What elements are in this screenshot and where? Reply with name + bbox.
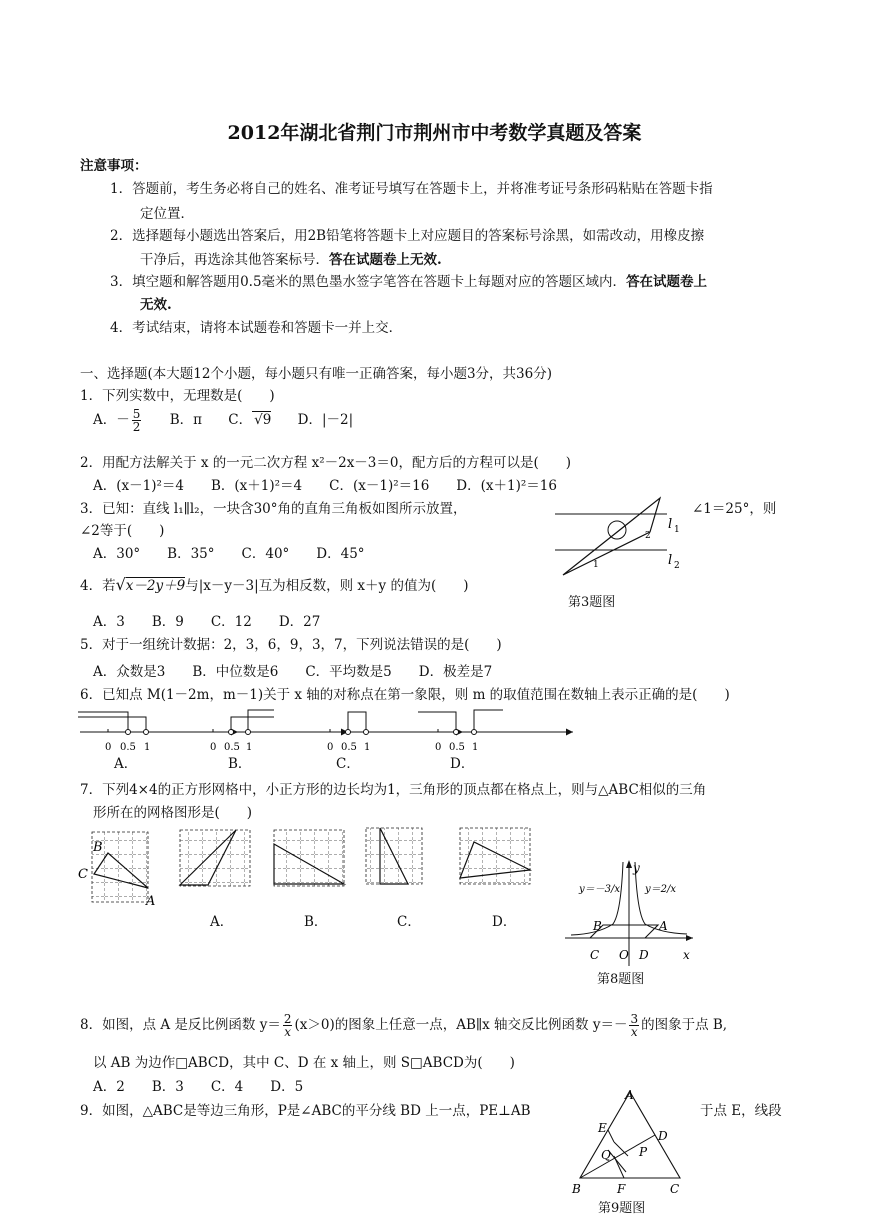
q3-stem-right: ∠1＝25°，则: [692, 501, 777, 517]
q3-l1-label: l: [668, 517, 673, 532]
svg-text:0: 0: [435, 742, 442, 753]
q6-label-b: B．: [228, 756, 252, 772]
svg-text:D: D: [658, 1129, 668, 1143]
svg-text:D: D: [639, 948, 649, 962]
q3-angle2: 2: [645, 531, 651, 541]
svg-text:B: B: [593, 919, 602, 933]
svg-text:0: 0: [105, 742, 112, 753]
q5-options: A．众数是3 B．中位数是6 C．平均数是5 D．极差是7: [93, 664, 493, 680]
q6-label-a: A．: [114, 756, 138, 772]
q3-angle1: 1: [593, 560, 599, 570]
svg-text:Q: Q: [601, 1148, 611, 1162]
q7-grid-b: [274, 830, 344, 886]
q3-l2-label: l: [668, 553, 673, 568]
q6-stem: 6．已知点 M(1－2m，m－1)关于 x 轴的对称点在第一象限，则 m 的取值范围在数轴上表示正确的是( ): [80, 687, 730, 703]
q1-stem: 1．下列实数中，无理数是( ): [80, 388, 275, 404]
svg-text:P: P: [639, 1145, 648, 1159]
q7-grids: [76, 826, 536, 908]
section-heading: 一、选择题(本大题12个小题，每小题只有唯一正确答案，每小题3分，共36分): [80, 366, 552, 382]
q7-label-a: A．: [210, 914, 234, 930]
q7-original-grid: [78, 832, 155, 908]
q6-label-c: C．: [336, 756, 360, 772]
q1-fraction: $\frac{5}{2}$: [132, 407, 141, 434]
q8-options: A．2 B．3 C．4 D．5: [93, 1079, 304, 1095]
q3-stem-2: ∠2等于( ): [80, 523, 165, 539]
svg-text:0.5: 0.5: [120, 742, 136, 753]
svg-text:1: 1: [246, 742, 253, 753]
q7-stem-2: 形所在的网格图形是( ): [93, 805, 253, 821]
q8-figure: [565, 858, 700, 966]
svg-text:1: 1: [674, 525, 680, 535]
q8-stem: 8．如图，点 A 是反比例函数 y＝ $\frac{2}{x}$ (x＞0)的图象上任意一点，AB∥x 轴交反比例函数 y＝－ $\frac{3}{x}$ 的图象于点 B,: [80, 1012, 728, 1039]
q8-fraction-1: $\frac{2}{x}$: [283, 1012, 292, 1039]
svg-text:C: C: [78, 867, 88, 882]
q8-right-fn: y＝2/x: [645, 884, 677, 895]
svg-text:1: 1: [364, 742, 371, 753]
svg-text:B: B: [93, 840, 103, 855]
svg-text:B: B: [572, 1182, 581, 1196]
notice-item-4: 4．考试结束，请将本试题卷和答题卡一并上交．: [110, 320, 403, 336]
q1-options: A．－ $\frac{5}{2}$ B．π C． √9 D．|－2|: [93, 407, 354, 434]
svg-text:A: A: [659, 919, 668, 933]
svg-text:0.5: 0.5: [341, 742, 357, 753]
q8-stem-2: 以 AB 为边作□ABCD，其中 C、D 在 x 轴上，则 S□ABCD为( ): [93, 1055, 515, 1071]
q7-label-b: B．: [304, 914, 328, 930]
svg-text:0.5: 0.5: [449, 742, 465, 753]
svg-text:y: y: [633, 861, 640, 875]
notice-item-2: 2．选择题每小题选出答案后，用2B铅笔将答题卡上对应题目的答案标号涂黑，如需改动，用橡皮擦: [110, 228, 705, 244]
q4-radicand: x－2y＋9: [125, 578, 186, 594]
svg-text:C: C: [670, 1182, 680, 1196]
svg-text:E: E: [598, 1121, 607, 1135]
q4-options: A．3 B．9 C．12 D．27: [93, 614, 321, 630]
q3-stem: 3．已知：直线 l₁∥l₂，一块含30°角的直角三角板如图所示放置，: [80, 501, 467, 517]
q2-options: A．(x－1)²＝4 B．(x＋1)²＝4 C．(x－1)²＝16 D．(x＋1)²＝16: [93, 478, 557, 494]
notice-heading: 注意事项：: [80, 158, 148, 174]
q6-option-d: [418, 710, 573, 753]
q8-left-fn: y＝－3/x: [579, 884, 621, 895]
q9-stem-right: 于点 E，线段: [700, 1103, 782, 1119]
q7-stem: 7．下列4×4的正方形网格中，小正方形的边长均为1，三角形的顶点都在格点上，则与△ABC相似的三角: [80, 782, 707, 798]
q9-stem: 9．如图，△ABC是等边三角形，P是∠ABC的平分线 BD 上一点，PE⊥AB: [80, 1103, 531, 1119]
svg-text:A: A: [625, 1088, 634, 1102]
q7-label-c: C．: [397, 914, 421, 930]
notice-item-2-cont: 干净后，再选涂其他答案标号．答在试题卷上无效.: [140, 252, 442, 268]
q5-stem: 5．对于一组统计数据：2，3，6，9，3，7，下列说法错误的是( ): [80, 637, 502, 653]
q8-caption: 第8题图: [597, 972, 645, 987]
notice-item-1-cont: 定位置．: [140, 206, 194, 222]
svg-text:0: 0: [327, 742, 334, 753]
notice-item-3-bold: 答在试题卷上: [626, 274, 708, 290]
page-title: 2012年湖北省荆门市荆州市中考数学真题及答案: [227, 122, 642, 144]
q3-caption: 第3题图: [568, 595, 616, 610]
q7-label-d: D．: [492, 914, 517, 930]
notice-item-2-bold: 答在试题卷上无效.: [329, 252, 442, 268]
svg-text:O: O: [619, 948, 629, 962]
notice-item-3: 3．填空题和解答题用0.5毫米的黑色墨水签字笔答在答题卡上每题对应的答题区域内．答在试题卷上: [110, 274, 708, 290]
q9-caption: 第9题图: [598, 1201, 646, 1216]
q9-figure: [568, 1086, 693, 1196]
svg-text:0: 0: [210, 742, 217, 753]
svg-text:A: A: [146, 894, 156, 908]
svg-text:F: F: [617, 1182, 626, 1196]
q7-grid-a: [180, 830, 250, 886]
svg-text:1: 1: [144, 742, 151, 753]
svg-text:2: 2: [674, 561, 680, 571]
notice-item-1: 1．答题前，考生务必将自己的姓名、准考证号填写在答题卡上，并将准考证号条形码粘贴在答题卡指: [110, 181, 713, 197]
svg-text:x: x: [683, 948, 690, 962]
q3-options: A．30° B．35° C．40° D．45°: [93, 546, 365, 562]
svg-text:C: C: [590, 948, 600, 962]
q8-fraction-2: $\frac{3}{x}$: [630, 1012, 639, 1039]
q2-stem: 2．用配方法解关于 x 的一元二次方程 x²－2x－3＝0，配方后的方程可以是( ): [80, 455, 572, 471]
notice-item-3-cont: 无效.: [140, 297, 172, 313]
q4-stem: 4．若√x－2y＋9与|x－y－3|互为相反数，则 x＋y 的值为( ): [80, 575, 469, 594]
q6-label-d: D．: [450, 756, 475, 772]
q7-grid-c: [366, 828, 422, 884]
q7-grid-d: [460, 828, 530, 884]
svg-text:0.5: 0.5: [224, 742, 240, 753]
q3-figure: [555, 492, 690, 580]
svg-text:1: 1: [472, 742, 479, 753]
